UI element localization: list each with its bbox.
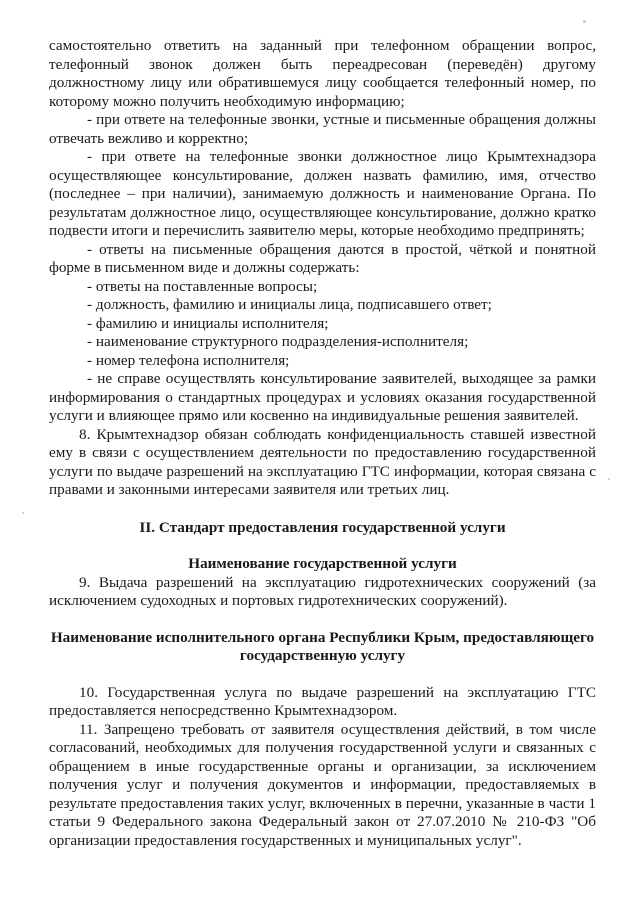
paragraph-polite-answers: - при ответе на телефонные звонки, устные и письменные обращения должны отвечать вежливо и корректно; [49, 111, 596, 147]
list-item-answers: - ответы на поставленные вопросы; [87, 277, 318, 295]
section-heading-standard: II. Стандарт предоставления государственной услуги [139, 518, 506, 536]
scan-speck [608, 478, 610, 480]
list-item-signer: - должность, фамилию и инициалы лица, подписавшего ответ; [87, 296, 492, 313]
paragraph-item-9: 9. Выдача разрешений на эксплуатацию гидротехнических сооружений (за исключением судоходных и портовых гидротехнических сооружений). [49, 573, 596, 609]
paragraph-written-answers: - ответы на письменные обращения даются в простой, чёткой и понятной форме в письменном виде и должны содержать: [49, 240, 596, 276]
paragraph-consultation-limits: - не справе осуществлять консультирование заявителей, выходящее за рамки информирования о стандартных процедурах и условиях оказания государственной услуги и влияющее прямо или косвенно на индивидуальные решения заявителей. [49, 370, 596, 424]
list-item-department: - наименование структурного подразделения-исполнителя; [87, 333, 469, 350]
paragraph-item-10: 10. Государственная услуга по выдаче разрешений на эксплуатацию ГТС предоставляется непосредственно Крымтехнадзором. [49, 683, 596, 719]
list-item-executor: - фамилию и инициалы исполнителя; [87, 314, 329, 332]
subheading-executive-body: Наименование исполнительного органа Республики Крым, предоставляющего государственную услугу [50, 628, 595, 664]
scan-speck [583, 20, 586, 23]
scan-speck [22, 512, 24, 514]
paragraph-phone-answers: - при ответе на телефонные звонки должностное лицо Крымтехнадзора осуществляющее консультирование, должен назвать фамилию, имя, отчество (последнее – при наличии), занимаемую должность и наименование Органа. По результатам должностное лицо, осуществляющее консультирование, должно кратко подвести итоги и перечислить заявителю меры, которые необходимо предпринять; [49, 148, 596, 239]
paragraph-item-11: 11. Запрещено требовать от заявителя осуществления действий, в том числе согласований, необходимых для получения государственной услуги и связанных с обращением в иные государственные органы и организации, за исключением получения услуг и получения документов и информации, предоставляемых в результате предоставления таких услуг, включенных в перечни, указанные в части 1 статьи 9 Федерального закона Федеральный закон от 27.07.2010 № 210-ФЗ "Об организации предоставления государственных и муниципальных услуг". [49, 720, 596, 849]
paragraph-item-8: 8. Крымтехнадзор обязан соблюдать конфиденциальность ставшей известной ему в связи с осуществлением деятельности по предоставлению государственной услуги по выдаче разрешений на эксплуатацию ГТС информации, которая связана с правами и законными интересами заявителя или третьих лиц. [49, 425, 596, 498]
subheading-service-name: Наименование государственной услуги [188, 555, 457, 572]
list-item-phone: - номер телефона исполнителя; [87, 351, 290, 369]
paragraph-consultation-continued: самостоятельно ответить на заданный при телефонном обращении вопрос, телефонный звонок должен быть переадресован (переведён) другому должностному лицу или обратившемуся лицу сообщается телефонный номер, по которому можно получить необходимую информацию; [49, 37, 596, 110]
